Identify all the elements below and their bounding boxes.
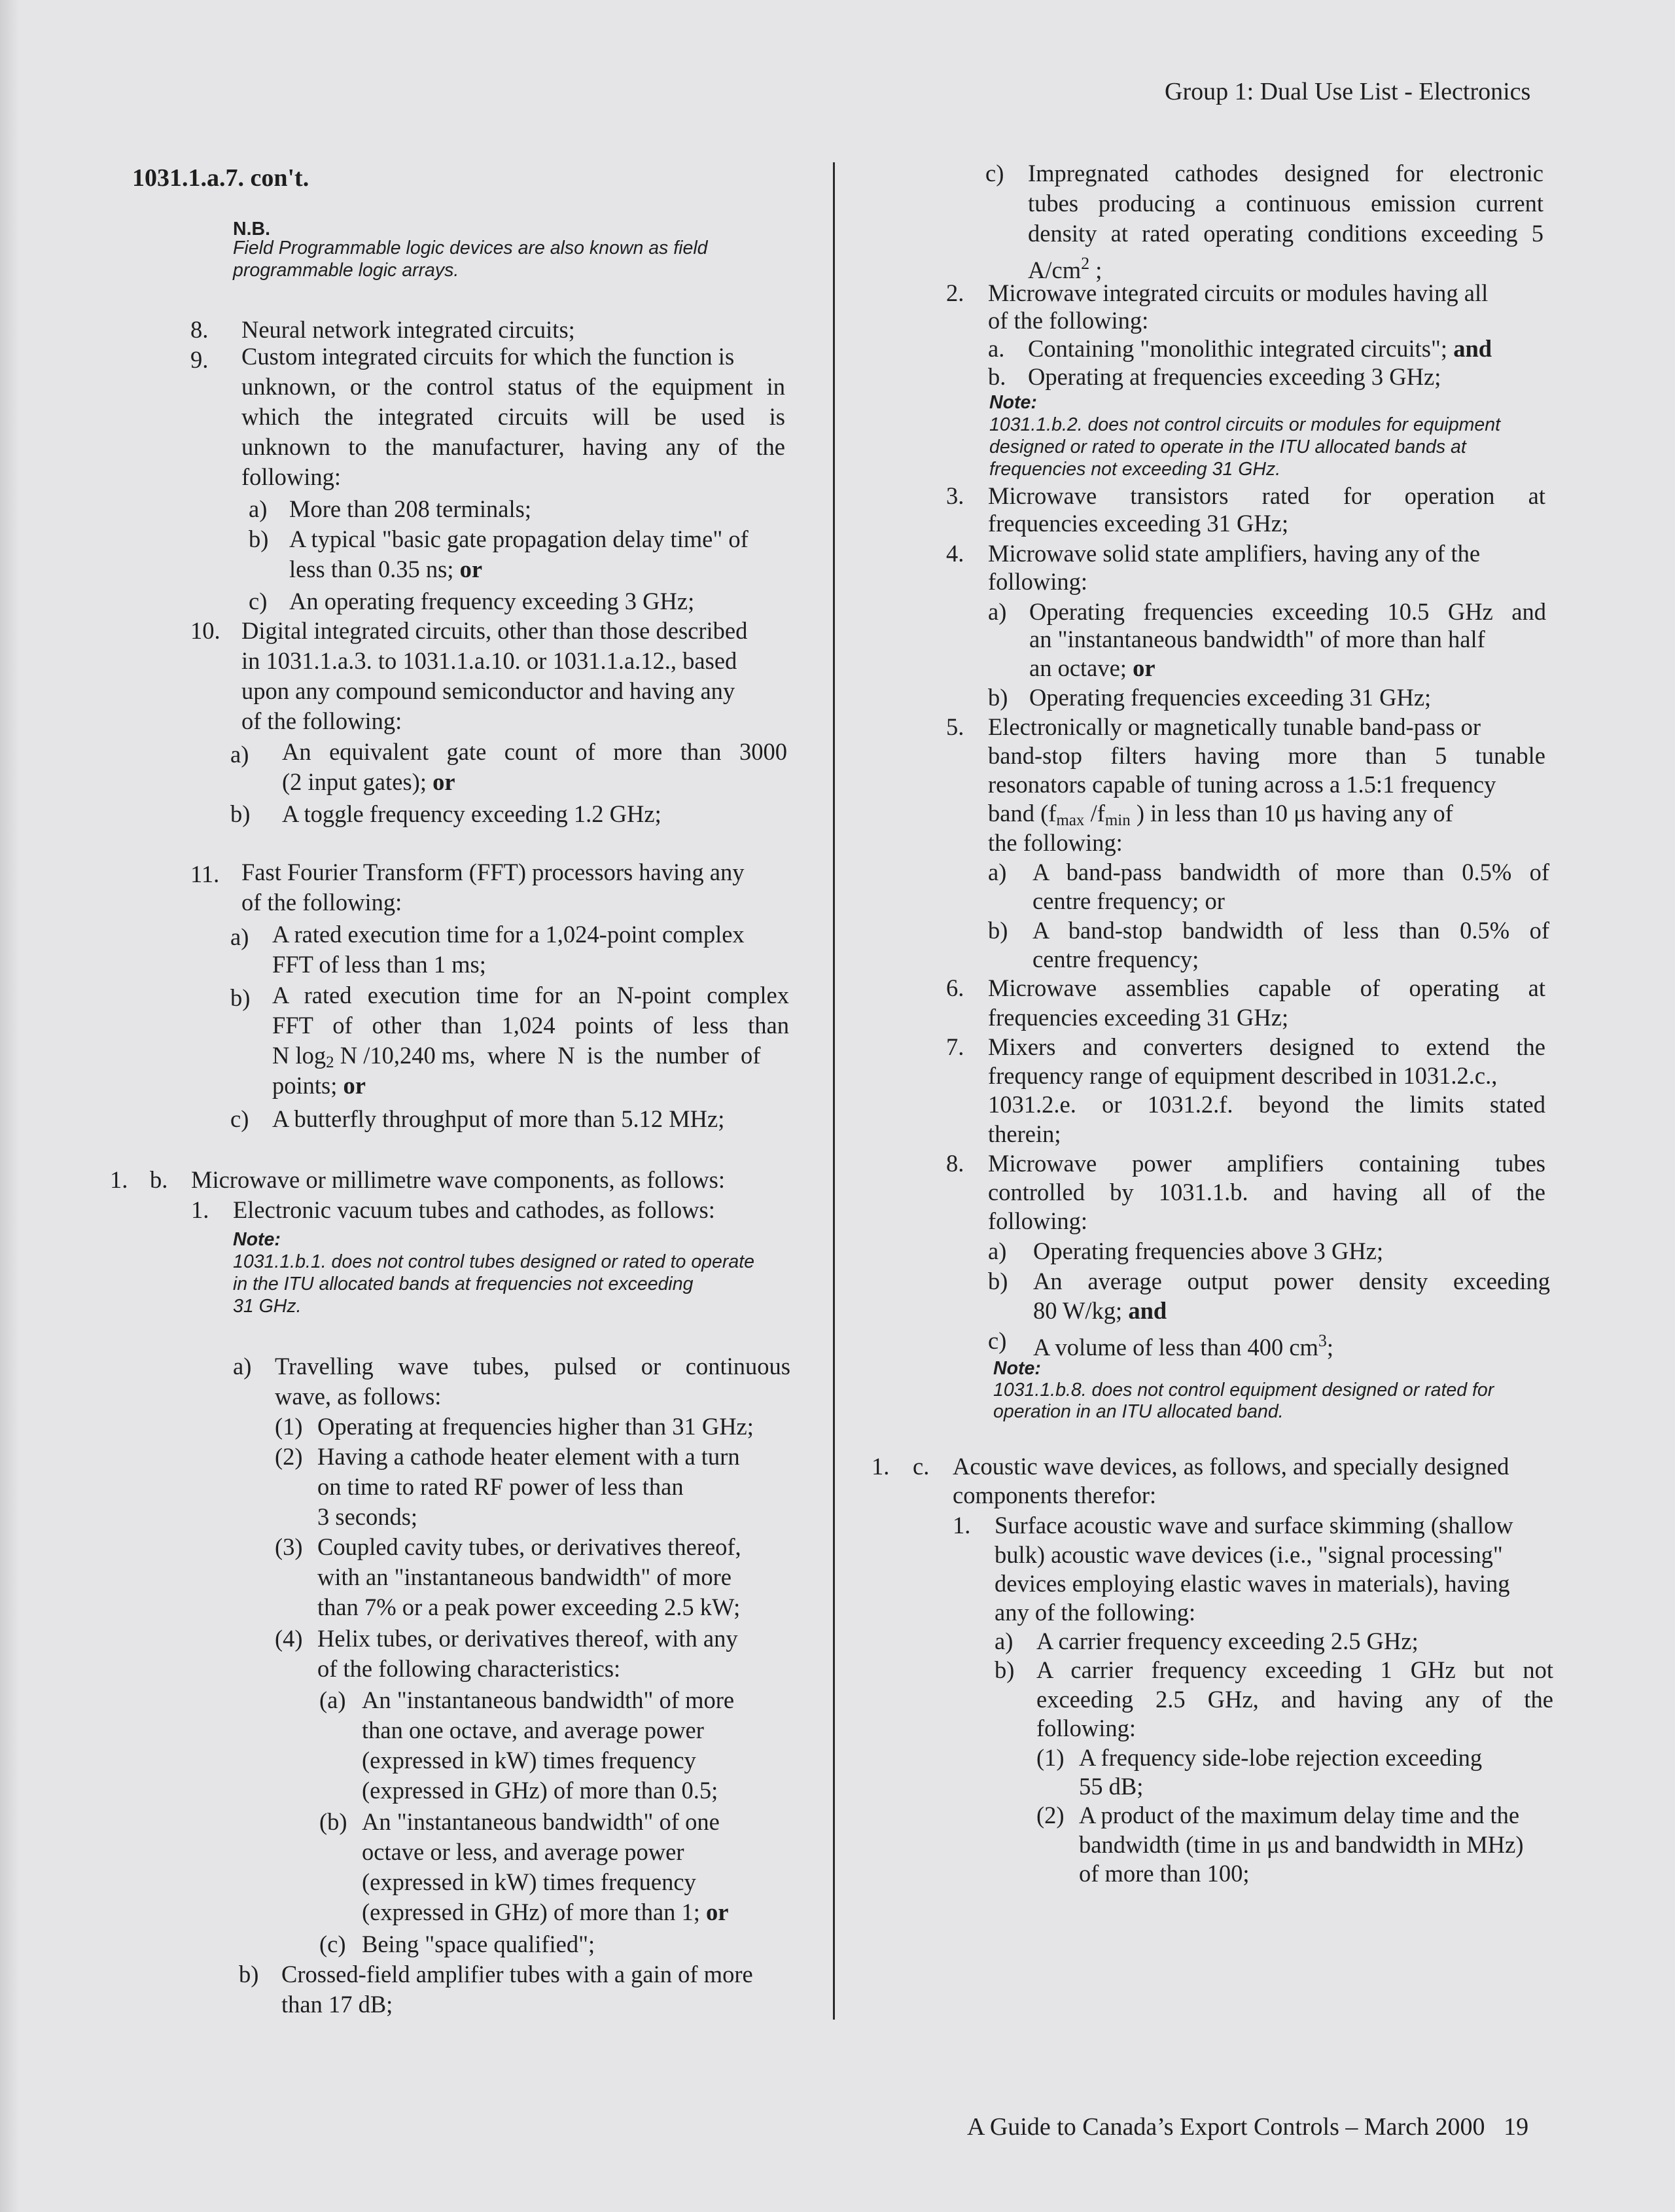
sub-text: An operating frequency exceeding 3 GHz; — [289, 588, 695, 615]
sub-label: a. — [988, 335, 1005, 362]
para-text: Helix tubes, or derivatives thereof, with any — [317, 1625, 738, 1652]
note-line: 1031.1.b.1. does not control tubes designed or rated to operate — [233, 1251, 754, 1272]
sub-text: A rated execution time for a 1,024-point complex — [272, 921, 745, 948]
subpara-text: (expressed in GHz) of more than 1; or — [362, 1899, 729, 1925]
sub-label: c) — [985, 160, 1004, 187]
sub-text: Operating frequencies above 3 GHz; — [1033, 1238, 1384, 1264]
sub-label: b) — [230, 984, 251, 1011]
sub-text: A volume of less than 400 $cm^3$; — [1033, 1331, 1334, 1361]
para-label: (1) — [1036, 1744, 1065, 1771]
subpara-text: An "instantaneous bandwidth" of more — [362, 1686, 735, 1713]
section-text: components therefor: — [953, 1482, 1157, 1508]
note-label: Note: — [989, 392, 1037, 413]
sub-label: b) — [988, 917, 1008, 944]
item-text: bulk) acoustic wave devices (i.e., "signal processing" — [995, 1541, 1503, 1568]
sub-label: b) — [988, 1268, 1008, 1294]
sub-text: 80 W/kg; and — [1033, 1297, 1167, 1324]
note-line: 1031.1.b.8. does not control equipment designed or rated for — [993, 1380, 1494, 1400]
nb-label: N.B. — [233, 219, 270, 240]
sub-text: points; or — [272, 1072, 366, 1099]
item-text: the following: — [988, 829, 1123, 856]
item-text: following: — [988, 1207, 1088, 1234]
note-line: 1031.1.b.2. does not control circuits or modules for equipment — [989, 414, 1501, 435]
item-text: Microwave power amplifiers containing tubes — [988, 1150, 1545, 1177]
item-text: of the following: — [988, 307, 1149, 334]
sub-label: a) — [230, 923, 249, 950]
footer-text: A Guide to Canada’s Export Controls – March 2000 — [967, 2113, 1485, 2141]
sub-label: a) — [988, 859, 1007, 885]
para-text: of the following characteristics: — [317, 1655, 621, 1682]
item-number: 5. — [946, 713, 964, 740]
sub-label: a) — [995, 1628, 1014, 1654]
note-label: Note: — [233, 1229, 281, 1250]
sub-text: FFT of less than 1 ms; — [272, 951, 486, 978]
sub-label: a) — [230, 741, 249, 768]
sub-text: centre frequency; or — [1032, 887, 1225, 914]
para-text: bandwidth (time in μs and bandwidth in MHz) — [1079, 1831, 1524, 1858]
item-number: 1. — [191, 1196, 209, 1223]
item-text: Mixers and converters designed to extend the — [988, 1033, 1545, 1060]
item-text: Electronically or magnetically tunable band-pass or — [988, 713, 1481, 740]
item-number: 10. — [190, 617, 220, 644]
item-text: resonators capable of tuning across a 1.5:1 frequency — [988, 771, 1496, 798]
sub-text: Impregnated cathodes designed for electronic — [1028, 160, 1543, 187]
subpara-label: (a) — [319, 1686, 346, 1713]
para-text: than 7% or a peak power exceeding 2.5 kW; — [317, 1594, 741, 1620]
subpara-label: (c) — [319, 1931, 346, 1957]
para-text: with an "instantaneous bandwidth" of more — [317, 1563, 732, 1590]
sub-label: c) — [988, 1327, 1007, 1354]
item-text: of the following: — [241, 707, 402, 734]
para-text: 3 seconds; — [317, 1503, 418, 1530]
sub-text: An average output power density exceeding — [1033, 1268, 1550, 1294]
note-label: Note: — [993, 1358, 1041, 1379]
item-number: 11. — [190, 861, 220, 887]
para-text: Having a cathode heater element with a turn — [317, 1443, 740, 1470]
nb-line: programmable logic arrays. — [233, 260, 459, 281]
section-text: Acoustic wave devices, as follows, and specially designed — [953, 1453, 1509, 1480]
sub-text: A rated execution time for an N-point complex — [272, 982, 789, 1008]
sub-text: Operating frequencies exceeding 10.5 GHz and — [1029, 598, 1546, 625]
item-text: Digital integrated circuits, other than those described — [241, 617, 748, 644]
sub-label: b) — [988, 684, 1008, 711]
nb-line: Field Programmable logic devices are also known as field — [233, 238, 708, 259]
item-text: Fast Fourier Transform (FFT) processors having any — [241, 859, 745, 885]
subpara-text: octave or less, and average power — [362, 1838, 684, 1865]
sub-label: c) — [249, 588, 268, 615]
para-text: 55 dB; — [1079, 1773, 1144, 1800]
sub-label: b) — [249, 526, 269, 552]
item-number: 9. — [190, 346, 209, 373]
sub-label: a) — [249, 495, 268, 522]
sub-text: A band-stop bandwidth of less than 0.5% of — [1032, 917, 1549, 944]
item-text: band-stop filters having more than 5 tunable — [988, 742, 1545, 769]
page-number: 19 — [1504, 2113, 1529, 2141]
para-text: A frequency side-lobe rejection exceeding — [1079, 1744, 1483, 1771]
item-number: 2. — [946, 279, 964, 306]
note-line: operation in an ITU allocated band. — [993, 1401, 1284, 1422]
sub-text: than 17 dB; — [281, 1991, 393, 2018]
section-label: b. — [150, 1166, 168, 1193]
sub-text: less than 0.35 ns; or — [289, 556, 483, 582]
item-number: 6. — [946, 974, 964, 1001]
sub-text: A carrier frequency exceeding 2.5 GHz; — [1036, 1628, 1419, 1654]
item-number: 1. — [953, 1512, 971, 1539]
section-text: Microwave or millimetre wave components, as follows: — [191, 1166, 725, 1193]
sub-text: N $\log_2 N$ /10,240 ms, where N is the number of — [272, 1042, 761, 1071]
sub-text: Travelling wave tubes, pulsed or continuous — [275, 1353, 790, 1380]
item-text: following: — [988, 568, 1088, 595]
item-text: of the following: — [241, 889, 402, 916]
sub-text: exceeding 2.5 GHz, and having any of the — [1036, 1686, 1553, 1713]
sub-text: An equivalent gate count of more than 3000 — [282, 738, 787, 765]
sub-label: b) — [230, 800, 251, 827]
section-title: 1031.1.a.7. con't. — [132, 164, 309, 192]
sub-text: following: — [1036, 1715, 1137, 1741]
sub-text: A carrier frequency exceeding 1 GHz but not — [1036, 1656, 1553, 1683]
sub-text: an "instantaneous bandwidth" of more than half — [1029, 626, 1485, 652]
sub-label: a) — [233, 1353, 252, 1380]
item-text: unknown to the manufacturer, having any of the — [241, 433, 785, 460]
item-text: Microwave integrated circuits or modules having all — [988, 279, 1489, 306]
sub-text: A toggle frequency exceeding 1.2 GHz; — [282, 800, 661, 827]
sub-text: A butterfly throughput of more than 5.12 MHz; — [272, 1105, 725, 1132]
para-text: of more than 100; — [1079, 1860, 1250, 1887]
sub-text: Containing "monolithic integrated circuits"; and — [1028, 335, 1492, 362]
section-label: c. — [913, 1453, 930, 1480]
item-text: therein; — [988, 1120, 1061, 1147]
sub-text: Crossed-field amplifier tubes with a gain of more — [281, 1961, 753, 1988]
sub-text: Operating frequencies exceeding 31 GHz; — [1029, 684, 1432, 711]
item-text: Microwave solid state amplifiers, having any of the — [988, 540, 1481, 567]
running-header: Group 1: Dual Use List - Electronics — [1165, 78, 1531, 105]
sub-label: b. — [988, 363, 1006, 390]
item-text: frequencies exceeding 31 GHz; — [988, 1004, 1289, 1031]
note-line: 31 GHz. — [233, 1296, 302, 1317]
item-text: frequency range of equipment described in 1031.2.c., — [988, 1062, 1498, 1089]
item-text: frequencies exceeding 31 GHz; — [988, 510, 1289, 537]
para-label: (1) — [275, 1413, 303, 1440]
note-line: frequencies not exceeding 31 GHz. — [989, 459, 1281, 480]
subpara-text: Being "space qualified"; — [362, 1931, 595, 1957]
sub-text: (2 input gates); or — [282, 768, 455, 795]
item-text: Custom integrated circuits for which the function is — [241, 343, 735, 370]
item-number: 7. — [946, 1033, 964, 1060]
section-number: 1. — [872, 1453, 890, 1480]
sub-text: FFT of other than 1,024 points of less than — [272, 1012, 789, 1039]
item-text: which the integrated circuits will be used is — [241, 403, 785, 430]
sub-text: More than 208 terminals; — [289, 495, 531, 522]
page-footer — [967, 2113, 1528, 2141]
para-label: (3) — [275, 1533, 303, 1560]
item-text: upon any compound semiconductor and having any — [241, 677, 735, 704]
para-text: on time to rated RF power of less than — [317, 1473, 684, 1500]
item-text: controlled by 1031.1.b. and having all of the — [988, 1179, 1545, 1205]
item-text: Microwave assemblies capable of operating at — [988, 974, 1545, 1001]
sub-text: density at rated operating conditions exceeding 5 — [1028, 220, 1543, 247]
sub-label: c) — [230, 1105, 249, 1132]
sub-text: A typical "basic gate propagation delay time" of — [289, 526, 749, 552]
item-number: 8. — [946, 1150, 964, 1177]
item-text: following: — [241, 463, 342, 490]
item-number: 8. — [190, 316, 209, 343]
para-text: A product of the maximum delay time and the — [1079, 1802, 1520, 1828]
sub-text: $A/cm^2$ ; — [1028, 254, 1102, 283]
subpara-text: than one octave, and average power — [362, 1717, 704, 1743]
sub-label: b) — [995, 1656, 1015, 1683]
section-number: 1. — [110, 1166, 128, 1193]
sub-label: b) — [239, 1961, 259, 1988]
item-text: Surface acoustic wave and surface skimming (shallow — [995, 1512, 1513, 1539]
item-text: band ($f_{max}$ $/f_{min}$ ) in less than 10 μs having any of — [988, 800, 1453, 829]
sub-label: a) — [988, 1238, 1007, 1264]
item-text: Neural network integrated circuits; — [241, 316, 575, 343]
subpara-text: (expressed in kW) times frequency — [362, 1747, 696, 1774]
sub-text: Operating at frequencies exceeding 3 GHz; — [1028, 363, 1441, 390]
subpara-text: An "instantaneous bandwidth" of one — [362, 1808, 720, 1835]
sub-text: wave, as follows: — [275, 1383, 442, 1410]
sub-label: a) — [988, 598, 1007, 625]
item-text: devices employing elastic waves in materials), having — [995, 1570, 1510, 1597]
sub-text: centre frequency; — [1032, 946, 1199, 972]
note-line: in the ITU allocated bands at frequencies not exceeding — [233, 1274, 694, 1294]
item-number: 3. — [946, 482, 964, 509]
item-text: any of the following: — [995, 1599, 1196, 1626]
subpara-label: (b) — [319, 1808, 347, 1835]
note-line: designed or rated to operate in the ITU allocated bands at — [989, 437, 1466, 457]
sub-text: A band-pass bandwidth of more than 0.5% of — [1032, 859, 1549, 885]
sub-text: an octave; or — [1029, 654, 1155, 681]
subpara-text: (expressed in GHz) of more than 0.5; — [362, 1777, 718, 1804]
subpara-text: (expressed in kW) times frequency — [362, 1868, 696, 1895]
item-text: 1031.2.e. or 1031.2.f. beyond the limits stated — [988, 1091, 1545, 1118]
item-text: Electronic vacuum tubes and cathodes, as follows: — [233, 1196, 715, 1223]
para-label: (2) — [275, 1443, 303, 1470]
item-number: 4. — [946, 540, 964, 567]
item-text: unknown, or the control status of the equipment in — [241, 373, 785, 400]
para-text: Operating at frequencies higher than 31 GHz; — [317, 1413, 754, 1440]
item-text: in 1031.1.a.3. to 1031.1.a.10. or 1031.1.a.12., based — [241, 647, 737, 674]
para-label: (2) — [1036, 1802, 1065, 1828]
para-label: (4) — [275, 1625, 303, 1652]
para-text: Coupled cavity tubes, or derivatives thereof, — [317, 1533, 741, 1560]
item-text: Microwave transistors rated for operation at — [988, 482, 1545, 509]
sub-text: tubes producing a continuous emission current — [1028, 190, 1543, 217]
